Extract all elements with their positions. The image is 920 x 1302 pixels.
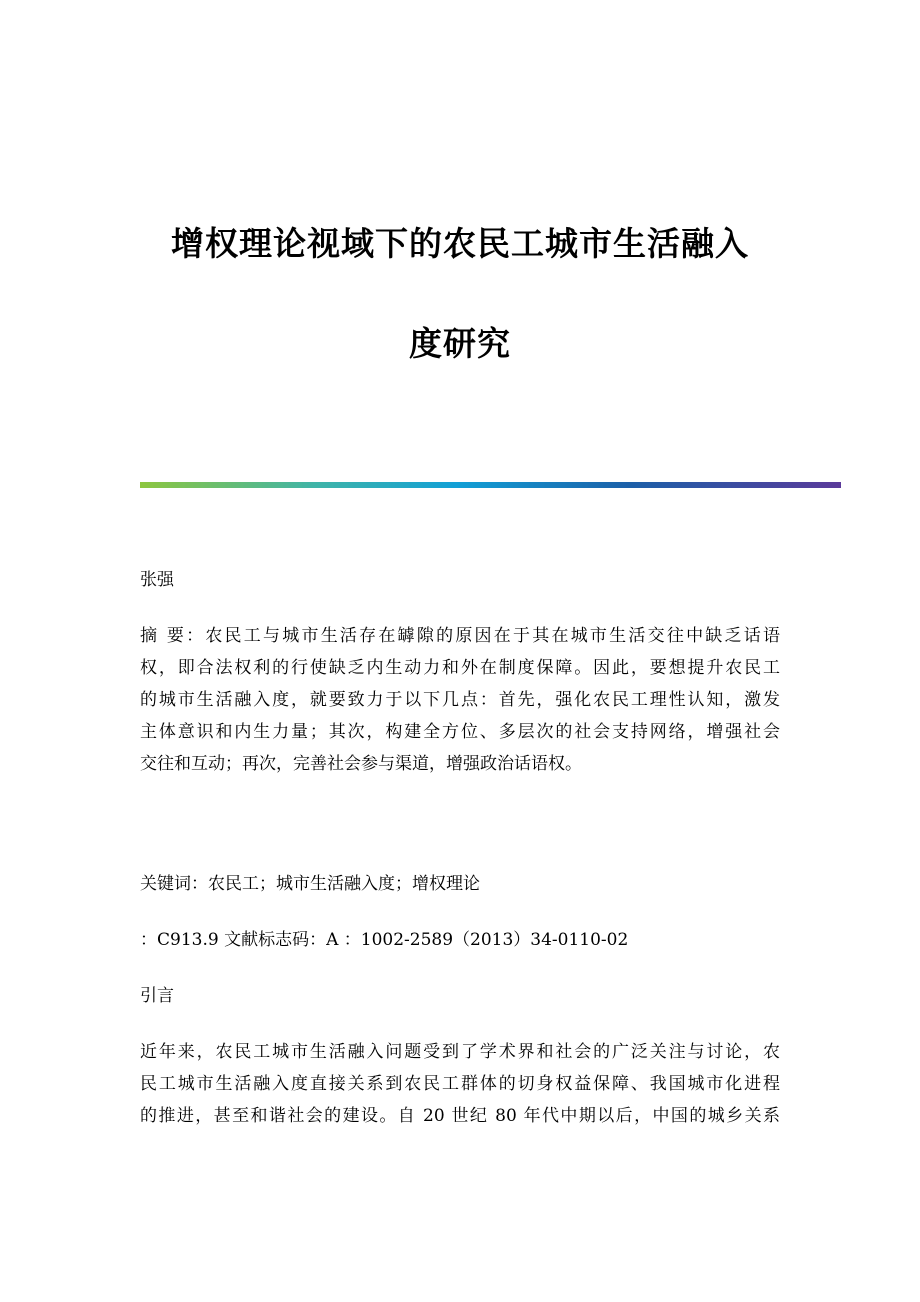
abstract-line: 的城市生活融入度，就要致力于以下几点：首先，强化农民工理性认知，激发: [140, 690, 780, 710]
document-title-line-1: 增权理论视域下的农民工城市生活融入: [171, 224, 749, 263]
abstract-line: 权，即合法权利的行使缺乏内生动力和外在制度保障。因此，要想提升农民工: [140, 658, 780, 678]
document-title-line-2: 度研究: [409, 324, 511, 363]
section-heading-intro: 引言: [140, 986, 174, 1006]
intro-paragraph: [140, 1036, 780, 1132]
abstract-line: 交往和互动；再次，完善社会参与渠道，增强政治话语权。: [140, 754, 582, 774]
keywords: 关键词：农民工；城市生活融入度；增权理论: [140, 874, 480, 894]
classification-info: ：C913.9 文献标志码：A ：1002-2589（2013）34-0110-02: [140, 930, 629, 950]
author-name: 张强: [140, 570, 174, 590]
intro-line: 民工城市生活融入度直接关系到农民工群体的切身权益保障、我国城市化进程: [140, 1074, 780, 1094]
abstract-line: 主体意识和内生力量；其次，构建全方位、多层次的社会支持网络，增强社会: [140, 722, 780, 742]
abstract-line: 摘 要：农民工与城市生活存在罅隙的原因在于其在城市生活交往中缺乏话语: [140, 626, 780, 646]
intro-line: 的推进，甚至和谐社会的建设。自 20 世纪 80 年代中期以后，中国的城乡关系: [140, 1106, 780, 1126]
intro-line: 近年来，农民工城市生活融入问题受到了学术界和社会的广泛关注与讨论，农: [140, 1042, 780, 1062]
gradient-divider: [140, 482, 841, 488]
abstract-paragraph: [140, 620, 780, 780]
